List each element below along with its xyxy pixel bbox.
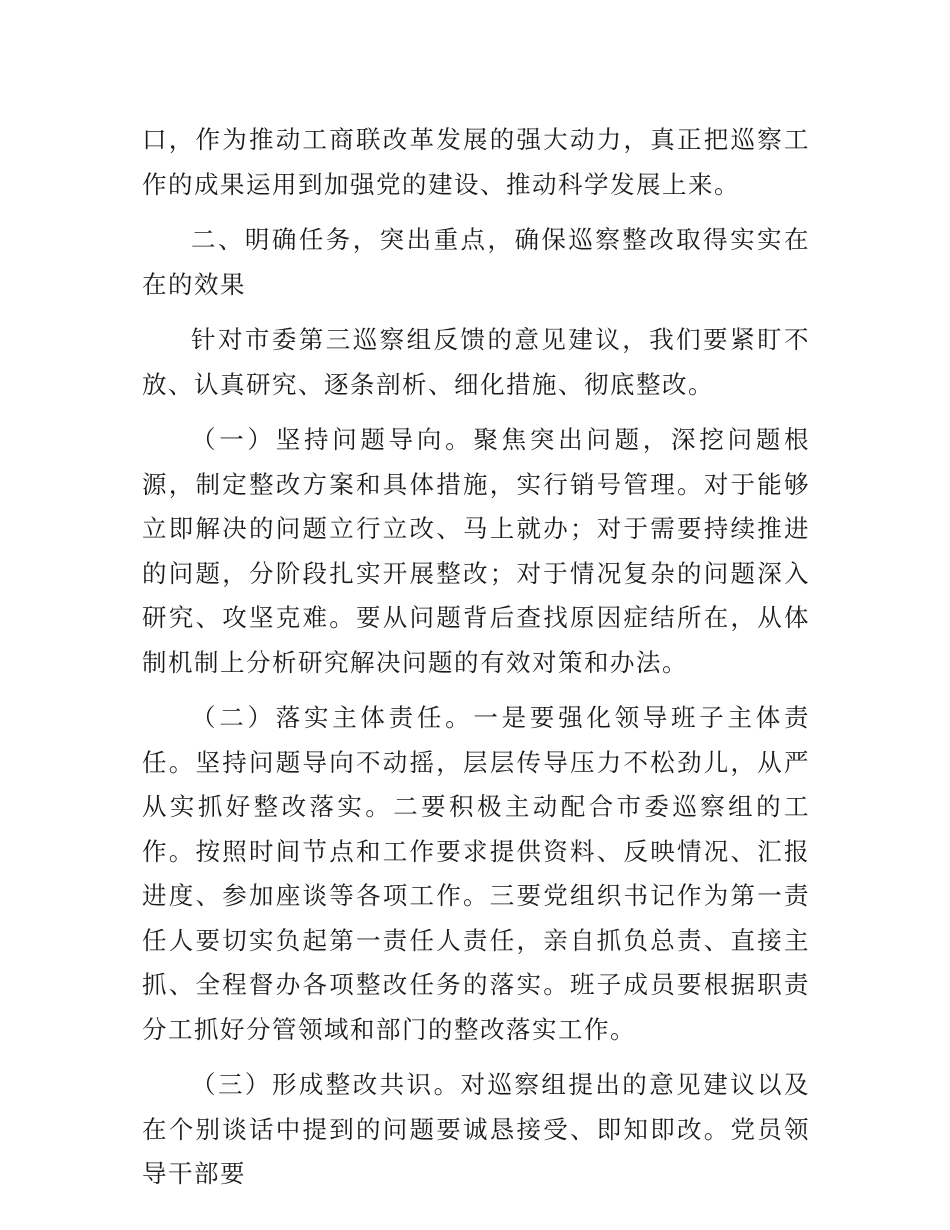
paragraph-item-2: （二）落实主体责任。一是要强化领导班子主体责任。坚持问题导向不动摇，层层传导压力不松劲儿，从严从实抓好整改落实。二要积极主动配合市委巡察组的工作。按照时间节点和工作要求提供资料、反映情况、汇报进度、参加座谈等各项工作。三要党组织书记作为第一责任人要切实负起第一责任人责任，亲自抓负总责、直接主抓、全程督办各项整改任务的落实。班子成员要根据职责分工抓好分管领域和部门的整改落实工作。 (142, 703, 810, 1044)
paragraph-intro: 针对市委第三巡察组反馈的意见建议，我们要紧盯不放、认真研究、逐条剖析、细化措施、彻底整改。 (142, 325, 810, 399)
paragraph-item-1: （一）坚持问题导向。聚焦突出问题，深挖问题根源，制定整改方案和具体措施，实行销号管理。对于能够立即解决的问题立行立改、马上就办；对于需要持续推进的问题，分阶段扎实开展整改；对于情况复杂的问题深入研究、攻坚克难。要从问题背后查找原因症结所在，从体制机制上分析研究解决问题的有效对策和办法。 (142, 425, 810, 677)
paragraph-item-3: （三）形成整改共识。对巡察组提出的意见建议以及在个别谈话中提到的问题要诚恳接受、即知即改。党员领导干部要 (142, 1070, 810, 1188)
paragraph-continuation: 口，作为推动工商联改革发展的强大动力，真正把巡察工作的成果运用到加强党的建设、推动科学发展上来。 (142, 125, 810, 199)
document-body (142, 118, 810, 1208)
section-heading-2: 二、明确任务，突出重点，确保巡察整改取得实实在在的效果 (142, 225, 810, 299)
